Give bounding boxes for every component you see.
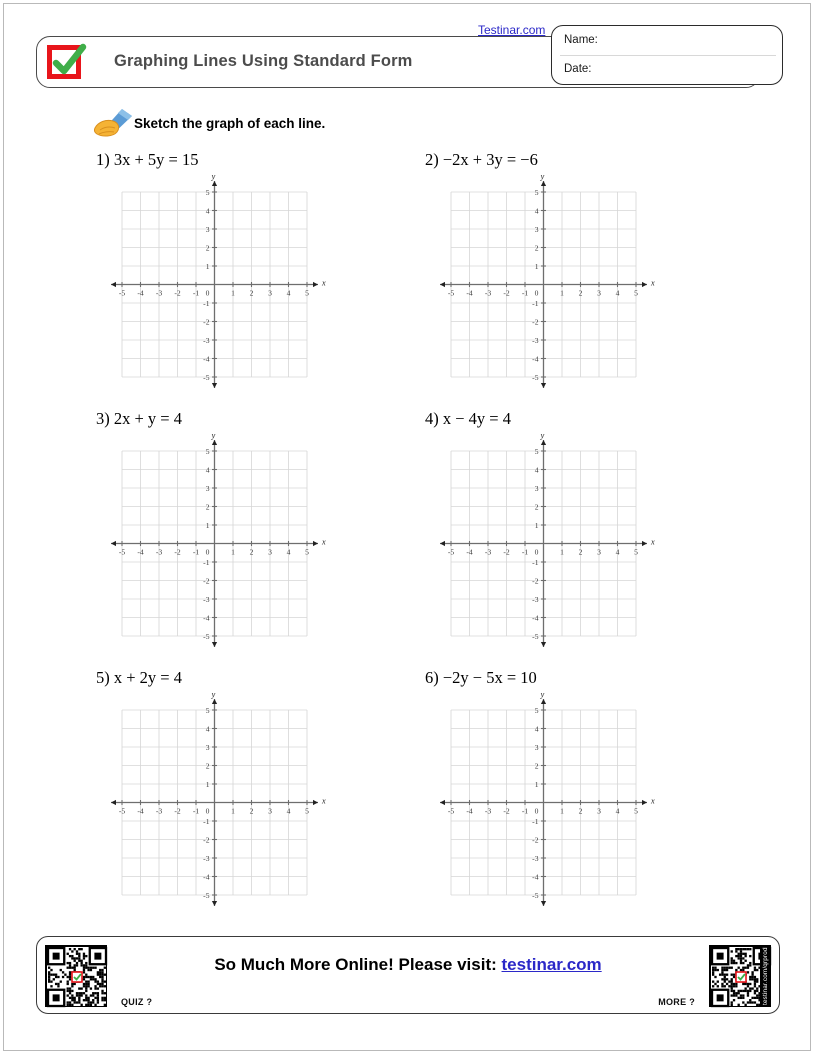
- svg-text:-2: -2: [503, 547, 510, 557]
- svg-text:5: 5: [534, 446, 539, 456]
- x-axis-label: x: [651, 537, 655, 547]
- coordinate-plane: [96, 690, 337, 913]
- problem-1-number: 1): [96, 150, 110, 169]
- svg-text:2: 2: [249, 547, 254, 557]
- page-title: Graphing Lines Using Standard Form: [114, 52, 413, 70]
- x-axis-label: x: [651, 278, 655, 288]
- svg-text:5: 5: [205, 705, 210, 715]
- svg-text:4: 4: [534, 206, 539, 216]
- svg-text:4: 4: [205, 465, 210, 475]
- svg-text:1: 1: [205, 261, 210, 271]
- svg-text:-3: -3: [155, 547, 163, 557]
- x-axis-label: x: [322, 278, 326, 288]
- svg-text:-4: -4: [466, 806, 473, 816]
- svg-text:0: 0: [534, 547, 539, 557]
- svg-text:1: 1: [534, 779, 539, 789]
- problem-5-expression: x + 2y = 4: [113, 668, 182, 687]
- svg-text:3: 3: [597, 288, 601, 298]
- svg-text:1: 1: [534, 261, 539, 271]
- problem-1-equation: [96, 150, 436, 174]
- svg-text:5: 5: [634, 288, 638, 298]
- coordinate-plane: [425, 431, 666, 654]
- svg-text:5: 5: [305, 547, 309, 557]
- x-axis-label: x: [322, 796, 326, 806]
- graph-2[interactable]: [425, 172, 665, 393]
- svg-text:-5: -5: [447, 288, 455, 298]
- svg-text:-3: -3: [484, 806, 492, 816]
- svg-text:-1: -1: [532, 557, 539, 567]
- svg-text:-4: -4: [532, 872, 539, 882]
- graph-4[interactable]: [425, 431, 665, 652]
- svg-text:0: 0: [534, 806, 539, 816]
- y-axis-label: y: [540, 431, 545, 440]
- checkbox-check-icon: [47, 44, 87, 80]
- svg-text:-4: -4: [137, 547, 144, 557]
- svg-text:-2: -2: [532, 576, 539, 586]
- svg-text:2: 2: [205, 502, 210, 512]
- svg-text:2: 2: [205, 761, 210, 771]
- svg-text:3: 3: [597, 547, 601, 557]
- svg-text:-1: -1: [192, 806, 200, 816]
- problem-6: [425, 668, 765, 911]
- svg-text:-1: -1: [203, 557, 210, 567]
- problem-1: [96, 150, 436, 393]
- problem-2-expression: −2x + 3y = −6: [442, 150, 538, 169]
- problem-4: [425, 409, 765, 652]
- svg-text:-2: -2: [203, 317, 210, 327]
- problem-2-number: 2): [425, 150, 439, 169]
- svg-text:-1: -1: [521, 547, 529, 557]
- svg-text:-2: -2: [174, 806, 181, 816]
- footer-site-link[interactable]: testinar.com: [501, 955, 602, 974]
- svg-text:-2: -2: [532, 835, 539, 845]
- svg-text:4: 4: [534, 724, 539, 734]
- graph-5[interactable]: [96, 690, 336, 911]
- svg-text:4: 4: [615, 806, 620, 816]
- y-axis-label: y: [211, 172, 216, 181]
- instruction-row: [92, 108, 325, 138]
- svg-text:5: 5: [205, 187, 210, 197]
- problem-row-1: [0, 150, 816, 409]
- svg-text:1: 1: [231, 806, 235, 816]
- problem-3: [96, 409, 436, 652]
- svg-text:-4: -4: [466, 547, 473, 557]
- svg-text:1: 1: [560, 288, 564, 298]
- svg-text:5: 5: [305, 806, 309, 816]
- svg-text:-4: -4: [137, 806, 144, 816]
- svg-text:-4: -4: [466, 288, 473, 298]
- svg-text:3: 3: [268, 806, 272, 816]
- svg-text:-5: -5: [203, 631, 210, 641]
- svg-text:-5: -5: [532, 631, 539, 641]
- svg-text:-5: -5: [532, 890, 539, 900]
- header-site-link[interactable]: Testinar.com: [478, 23, 546, 37]
- svg-text:-3: -3: [484, 288, 492, 298]
- svg-text:-2: -2: [203, 835, 210, 845]
- svg-text:-3: -3: [155, 806, 163, 816]
- coordinate-plane: [96, 172, 337, 395]
- svg-text:0: 0: [205, 288, 210, 298]
- problem-4-equation: [425, 409, 765, 433]
- svg-text:-5: -5: [532, 372, 539, 382]
- svg-text:-4: -4: [137, 288, 144, 298]
- svg-text:-1: -1: [192, 547, 200, 557]
- problem-3-number: 3): [96, 409, 110, 428]
- svg-text:-2: -2: [503, 806, 510, 816]
- svg-text:2: 2: [578, 288, 583, 298]
- problem-1-expression: 3x + 5y = 15: [113, 150, 199, 169]
- svg-text:-2: -2: [174, 547, 181, 557]
- right-qr-side-label: testinar.com/qrprod: [760, 945, 771, 1007]
- problem-4-number: 4): [425, 409, 439, 428]
- svg-text:-3: -3: [532, 853, 539, 863]
- svg-text:-5: -5: [118, 547, 126, 557]
- footer-message: [37, 955, 779, 975]
- svg-text:0: 0: [534, 288, 539, 298]
- quiz-qr-caption: QUIZ ?: [121, 997, 153, 1007]
- svg-text:-5: -5: [118, 806, 126, 816]
- instruction-text: Sketch the graph of each line.: [134, 115, 326, 131]
- svg-text:5: 5: [534, 187, 539, 197]
- svg-text:2: 2: [534, 761, 539, 771]
- problems-container: [0, 150, 816, 927]
- svg-text:0: 0: [205, 806, 210, 816]
- graph-6[interactable]: [425, 690, 665, 911]
- problem-6-number: 6): [425, 668, 439, 687]
- svg-text:2: 2: [534, 243, 539, 253]
- svg-text:5: 5: [205, 446, 210, 456]
- name-date-box: [551, 25, 783, 85]
- svg-text:1: 1: [205, 520, 210, 530]
- svg-text:3: 3: [205, 224, 210, 234]
- name-field-label: Name:: [564, 34, 598, 46]
- svg-text:4: 4: [615, 547, 620, 557]
- name-date-divider: [560, 55, 776, 56]
- svg-text:1: 1: [231, 288, 235, 298]
- problem-2-equation: [425, 150, 765, 174]
- svg-text:4: 4: [615, 288, 620, 298]
- svg-text:-3: -3: [532, 594, 539, 604]
- svg-text:-2: -2: [503, 288, 510, 298]
- y-axis-label: y: [211, 690, 216, 699]
- problem-4-expression: x − 4y = 4: [442, 409, 511, 428]
- problem-6-equation: [425, 668, 765, 692]
- svg-text:3: 3: [597, 806, 601, 816]
- svg-text:-4: -4: [532, 354, 539, 364]
- footer-bar: [36, 936, 780, 1014]
- svg-text:2: 2: [249, 806, 254, 816]
- hand-writing-pencil-icon: [92, 108, 136, 138]
- y-axis-label: y: [540, 690, 545, 699]
- y-axis-label: y: [540, 172, 545, 181]
- svg-text:5: 5: [305, 288, 309, 298]
- x-axis-label: x: [322, 537, 326, 547]
- svg-text:-3: -3: [203, 335, 210, 345]
- svg-text:-4: -4: [203, 354, 210, 364]
- x-axis-label: x: [651, 796, 655, 806]
- svg-text:-1: -1: [521, 806, 529, 816]
- svg-text:-4: -4: [203, 872, 210, 882]
- svg-text:2: 2: [578, 806, 583, 816]
- svg-text:5: 5: [634, 806, 638, 816]
- svg-text:-3: -3: [532, 335, 539, 345]
- svg-text:-1: -1: [192, 288, 200, 298]
- svg-text:-1: -1: [203, 816, 210, 826]
- svg-text:1: 1: [231, 547, 235, 557]
- svg-text:0: 0: [205, 547, 210, 557]
- svg-text:-2: -2: [203, 576, 210, 586]
- svg-text:-1: -1: [532, 816, 539, 826]
- problem-5-equation: [96, 668, 436, 692]
- problem-row-2: [0, 409, 816, 668]
- more-qr-caption: MORE ?: [658, 997, 695, 1007]
- svg-text:4: 4: [534, 465, 539, 475]
- coordinate-plane: [425, 172, 666, 395]
- svg-text:1: 1: [534, 520, 539, 530]
- svg-text:-5: -5: [203, 372, 210, 382]
- coordinate-plane: [96, 431, 337, 654]
- svg-text:1: 1: [560, 806, 564, 816]
- svg-text:1: 1: [205, 779, 210, 789]
- svg-text:2: 2: [205, 243, 210, 253]
- svg-text:4: 4: [286, 547, 291, 557]
- problem-3-expression: 2x + y = 4: [113, 409, 182, 428]
- svg-text:3: 3: [534, 483, 539, 493]
- problem-2: [425, 150, 765, 393]
- svg-text:2: 2: [249, 288, 254, 298]
- svg-text:4: 4: [205, 206, 210, 216]
- graph-1[interactable]: [96, 172, 336, 393]
- page-header: [0, 0, 816, 100]
- svg-text:-4: -4: [532, 613, 539, 623]
- svg-text:3: 3: [205, 742, 210, 752]
- svg-text:-3: -3: [203, 853, 210, 863]
- svg-text:5: 5: [634, 547, 638, 557]
- svg-text:3: 3: [534, 742, 539, 752]
- svg-text:-3: -3: [203, 594, 210, 604]
- svg-text:3: 3: [268, 288, 272, 298]
- svg-text:-5: -5: [447, 547, 455, 557]
- svg-text:-2: -2: [532, 317, 539, 327]
- footer-message-text: So Much More Online! Please visit:: [214, 955, 497, 974]
- svg-text:3: 3: [268, 547, 272, 557]
- svg-text:3: 3: [534, 224, 539, 234]
- svg-text:-5: -5: [118, 288, 126, 298]
- problem-5: [96, 668, 436, 911]
- problem-row-3: [0, 668, 816, 927]
- coordinate-plane: [425, 690, 666, 913]
- y-axis-label: y: [211, 431, 216, 440]
- svg-text:4: 4: [286, 288, 291, 298]
- svg-text:-1: -1: [203, 298, 210, 308]
- date-field-label: Date:: [564, 63, 592, 75]
- svg-text:5: 5: [534, 705, 539, 715]
- svg-text:-3: -3: [484, 547, 492, 557]
- graph-3[interactable]: [96, 431, 336, 652]
- svg-text:1: 1: [560, 547, 564, 557]
- svg-text:-5: -5: [203, 890, 210, 900]
- problem-3-equation: [96, 409, 436, 433]
- svg-text:-1: -1: [521, 288, 529, 298]
- svg-text:2: 2: [534, 502, 539, 512]
- svg-text:3: 3: [205, 483, 210, 493]
- problem-5-number: 5): [96, 668, 110, 687]
- svg-text:4: 4: [286, 806, 291, 816]
- svg-text:-4: -4: [203, 613, 210, 623]
- svg-text:-1: -1: [532, 298, 539, 308]
- svg-text:2: 2: [578, 547, 583, 557]
- svg-text:-2: -2: [174, 288, 181, 298]
- svg-text:-3: -3: [155, 288, 163, 298]
- problem-6-expression: −2y − 5x = 10: [442, 668, 537, 687]
- svg-text:-5: -5: [447, 806, 455, 816]
- svg-text:4: 4: [205, 724, 210, 734]
